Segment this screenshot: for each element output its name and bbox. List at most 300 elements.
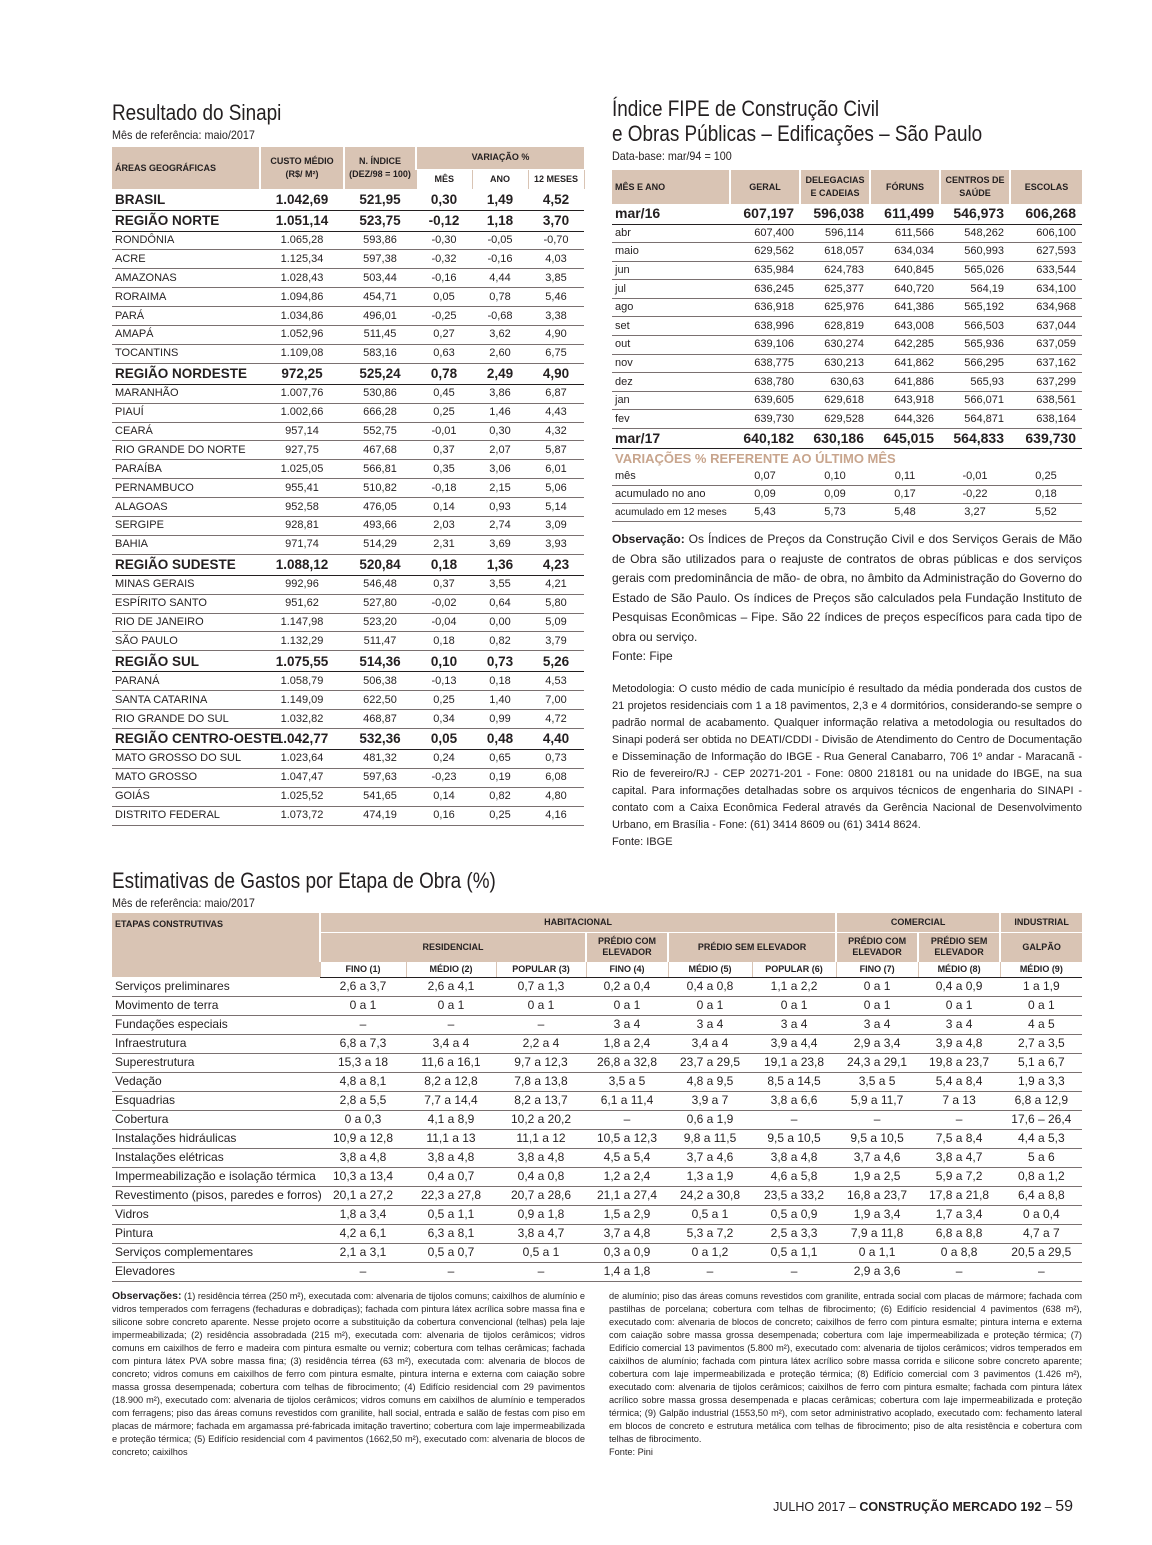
cell-value: 0,5 a 0,7: [406, 1243, 496, 1262]
table-row: [112, 806, 584, 825]
sinapi-section: [112, 100, 584, 826]
cell-custo: 1.025,52: [260, 787, 344, 806]
cell-value: 3,8 a 4,8: [752, 1148, 836, 1167]
cell-value: 565,936: [940, 336, 1010, 355]
cell-ano: 3,86: [472, 384, 528, 403]
cell-value: 639,605: [730, 391, 800, 410]
cell-custo: 1.125,34: [260, 250, 344, 269]
cell-value: 3,4 a 4: [406, 1034, 496, 1053]
cell-custo: 1.023,64: [260, 749, 344, 768]
cell-value: 15,3 a 18: [320, 1053, 406, 1072]
cell-m12: 4,72: [528, 710, 584, 729]
cell-etapa: Instalações hidráulicas: [112, 1129, 320, 1148]
cell-indice: 514,29: [344, 535, 416, 554]
cell-value: 5,9 a 7,2: [918, 1167, 1000, 1186]
cell-value: 4 a 5: [1000, 1015, 1082, 1034]
fipe-subtitle: Data-base: mar/94 = 100: [612, 149, 732, 163]
table-row: [112, 651, 584, 672]
cell-indice: 527,80: [344, 594, 416, 613]
sinapi-subtitle: Mês de referência: maio/2017: [112, 128, 255, 142]
cell-custo: 1.034,86: [260, 307, 344, 326]
table-row: [112, 1148, 1082, 1167]
cell-month: set: [612, 317, 730, 336]
cell-indice: 503,44: [344, 269, 416, 288]
table-row: [612, 468, 1082, 486]
cell-area: PARANÁ: [112, 672, 260, 691]
cell-value: 11,6 a 16,1: [406, 1053, 496, 1072]
cell-value: 0 a 1,2: [668, 1243, 752, 1262]
cell-m12: 4,32: [528, 422, 584, 441]
cell-indice: 541,65: [344, 787, 416, 806]
estimativas-table: [112, 913, 1082, 1282]
cell-ano: 0,25: [472, 806, 528, 825]
cell-etapa: Vidros: [112, 1205, 320, 1224]
cell-value: 6,8 a 8,8: [918, 1224, 1000, 1243]
cell-value: 0,8 a 1,2: [1000, 1167, 1082, 1186]
cell-value: 0 a 1: [320, 996, 406, 1015]
cell-value: 641,386: [870, 298, 940, 317]
cell-ano: 2,49: [472, 363, 528, 384]
cell-value: 3 a 4: [668, 1015, 752, 1034]
cell-value: 564,871: [940, 410, 1010, 429]
cell-value: 10,5 a 12,3: [586, 1129, 668, 1148]
header-industrial: INDUSTRIAL: [1000, 913, 1082, 932]
cell-value: 0,09: [730, 486, 800, 504]
cell-indice: 481,32: [344, 749, 416, 768]
cell-value: 6,4 a 8,8: [1000, 1186, 1082, 1205]
cell-value: 3,8 a 4,8: [320, 1148, 406, 1167]
cell-custo: 1.147,98: [260, 613, 344, 632]
cell-indice: 523,75: [344, 210, 416, 231]
cell-value: 2,1 a 3,1: [320, 1243, 406, 1262]
cell-value: 7,9 a 11,8: [836, 1224, 918, 1243]
cell-month: mar/17: [612, 429, 730, 449]
cell-mes: 0,14: [416, 787, 472, 806]
cell-value: 637,299: [1010, 373, 1082, 392]
metodologia-source: Fonte: IBGE: [612, 835, 673, 848]
cell-month: jan: [612, 391, 730, 410]
cell-mes: 0,63: [416, 344, 472, 363]
cell-value: 0 a 1: [496, 996, 586, 1015]
cell-value: 24,2 a 30,8: [668, 1186, 752, 1205]
cell-value: 635,984: [730, 261, 800, 280]
cell-value: 26,8 a 32,8: [586, 1053, 668, 1072]
cell-mes: -0,18: [416, 479, 472, 498]
cell-mes: -0,32: [416, 250, 472, 269]
cell-m12: 5,14: [528, 498, 584, 517]
cell-value: 630,186: [800, 429, 870, 449]
cell-value: 606,268: [1010, 204, 1082, 224]
cell-value: 9,5 a 10,5: [836, 1129, 918, 1148]
cell-area: SANTA CATARINA: [112, 691, 260, 710]
cell-m12: 4,90: [528, 325, 584, 344]
cell-value: 1,8 a 3,4: [320, 1205, 406, 1224]
cell-value: 607,197: [730, 204, 800, 224]
cell-value: 4,4 a 5,3: [1000, 1129, 1082, 1148]
table-row: [112, 363, 584, 384]
cell-month: jul: [612, 280, 730, 299]
table-row: [112, 710, 584, 729]
cell-area: RIO GRANDE DO NORTE: [112, 441, 260, 460]
cell-value: 638,775: [730, 354, 800, 373]
cell-ano: 1,40: [472, 691, 528, 710]
cell-value: 634,034: [870, 243, 940, 262]
table-row: [112, 632, 584, 651]
cell-area: GOIÁS: [112, 787, 260, 806]
cell-area: RORAIMA: [112, 288, 260, 307]
table-row: [112, 1186, 1082, 1205]
cell-value: 0 a 1: [586, 996, 668, 1015]
cell-m12: 4,21: [528, 575, 584, 594]
cell-value: 0,4 a 0,8: [668, 977, 752, 996]
cell-area: ACRE: [112, 250, 260, 269]
cell-ano: 0,30: [472, 422, 528, 441]
cell-mes: 0,10: [416, 651, 472, 672]
estimativas-section: [112, 868, 1082, 1459]
header-predio-com: PRÉDIO COM ELEVADOR: [586, 932, 668, 962]
cell-value: 3,8 a 4,8: [406, 1148, 496, 1167]
cell-custo: 952,58: [260, 498, 344, 517]
cell-value: 0,5 a 1,1: [752, 1243, 836, 1262]
table-row: [612, 280, 1082, 299]
cell-value: 0 a 0,3: [320, 1110, 406, 1129]
cell-value: 0,09: [800, 486, 870, 504]
cell-value: 630,274: [800, 336, 870, 355]
cell-ano: 2,60: [472, 344, 528, 363]
fipe-observacao: Observação: Os Índices de Preços da Construção Civil e dos Serviços Gerais de Mão de Obra são utilizados para o reajuste de contratos de obras públicas e dos serviços gerais com predominância de mão- de obra, no âmbito da Administração do Governo do Estado de São Paulo. Os índices de Preços são calculados pela Fundação Instituto de Pesquisas Econômicas – Fipe. São 22 índices de preços específicos para cada tipo de obra ou serviço.: [612, 532, 1082, 644]
cell-area: REGIÃO NORDESTE: [112, 363, 260, 384]
cell-ano: 1,18: [472, 210, 528, 231]
cell-value: 607,400: [730, 224, 800, 243]
cell-value: –: [320, 1262, 406, 1281]
table-row: [112, 403, 584, 422]
table-row: [112, 479, 584, 498]
cell-value: 0,2 a 0,4: [586, 977, 668, 996]
table-row: [112, 575, 584, 594]
cell-ano: 0,82: [472, 632, 528, 651]
cell-value: 611,499: [870, 204, 940, 224]
cell-value: 20,1 a 27,2: [320, 1186, 406, 1205]
table-row: [112, 231, 584, 250]
cell-mes: 0,18: [416, 554, 472, 575]
cell-ano: 3,06: [472, 460, 528, 479]
sinapi-table: [112, 147, 585, 826]
cell-m12: 6,87: [528, 384, 584, 403]
cell-indice: 597,38: [344, 250, 416, 269]
cell-custo: 1.088,12: [260, 554, 344, 575]
cell-ano: 2,74: [472, 516, 528, 535]
cell-value: 1,9 a 2,5: [836, 1167, 918, 1186]
cell-custo: 1.002,66: [260, 403, 344, 422]
table-row: [612, 224, 1082, 243]
cell-value: –: [752, 1110, 836, 1129]
table-row: [112, 269, 584, 288]
header-variacao: VARIAÇÃO %: [416, 147, 584, 169]
cell-value: 3,8 a 4,7: [918, 1148, 1000, 1167]
table-row: [112, 594, 584, 613]
cell-custo: 1.025,05: [260, 460, 344, 479]
cell-value: 566,503: [940, 317, 1010, 336]
cell-m12: 6,75: [528, 344, 584, 363]
cell-value: 0,5 a 1,1: [406, 1205, 496, 1224]
cell-indice: 593,86: [344, 231, 416, 250]
cell-mes: 2,31: [416, 535, 472, 554]
cell-mes: 0,25: [416, 691, 472, 710]
column-header: MÉDIO (2): [406, 962, 496, 977]
table-row: [112, 768, 584, 787]
cell-mes: 0,05: [416, 288, 472, 307]
table-row: [112, 1110, 1082, 1129]
cell-value: 0 a 1: [406, 996, 496, 1015]
cell-value: 5,9 a 11,7: [836, 1091, 918, 1110]
cell-m12: 4,90: [528, 363, 584, 384]
cell-ano: 0,82: [472, 787, 528, 806]
cell-ano: 0,64: [472, 594, 528, 613]
cell-custo: 1.065,28: [260, 231, 344, 250]
cell-etapa: Pintura: [112, 1224, 320, 1243]
cell-value: 6,1 a 11,4: [586, 1091, 668, 1110]
fipe-header-geral: GERAL: [730, 170, 800, 204]
cell-indice: 510,82: [344, 479, 416, 498]
cell-indice: 521,95: [344, 189, 416, 210]
header-ano: ANO: [472, 169, 528, 189]
cell-value: 5,43: [730, 504, 800, 522]
cell-value: –: [1000, 1262, 1082, 1281]
cell-mes: 0,16: [416, 806, 472, 825]
cell-m12: 5,46: [528, 288, 584, 307]
cell-m12: 3,09: [528, 516, 584, 535]
cell-value: 0,07: [730, 468, 800, 486]
cell-value: –: [836, 1110, 918, 1129]
cell-custo: 1.073,72: [260, 806, 344, 825]
cell-indice: 525,24: [344, 363, 416, 384]
cell-value: 21,1 a 27,4: [586, 1186, 668, 1205]
header-residencial: RESIDENCIAL: [320, 932, 586, 962]
table-row: [612, 410, 1082, 429]
cell-mes: 0,34: [416, 710, 472, 729]
cell-m12: 4,40: [528, 728, 584, 749]
header-mes: MÊS: [416, 169, 472, 189]
cell-ano: 0,73: [472, 651, 528, 672]
cell-value: 3,8 a 6,6: [752, 1091, 836, 1110]
cell-value: -0,01: [940, 468, 1010, 486]
column-header: MÉDIO (8): [918, 962, 1000, 977]
cell-area: PERNAMBUCO: [112, 479, 260, 498]
cell-etapa: Impermeabilização e isolação térmica: [112, 1167, 320, 1186]
cell-value: 5,52: [1010, 504, 1082, 522]
cell-value: 636,918: [730, 298, 800, 317]
table-row: [112, 498, 584, 517]
table-row: [112, 460, 584, 479]
cell-area: AMAZONAS: [112, 269, 260, 288]
table-row: [612, 373, 1082, 392]
table-row: [112, 1091, 1082, 1110]
cell-ano: 0,78: [472, 288, 528, 307]
cell-value: 546,973: [940, 204, 1010, 224]
cell-m12: -0,70: [528, 231, 584, 250]
sinapi-title: Resultado do Sinapi: [112, 100, 282, 125]
fipe-title-line2: e Obras Públicas – Edificações – São Paulo: [612, 121, 983, 146]
cell-value: 0,17: [870, 486, 940, 504]
cell-value: 625,377: [800, 280, 870, 299]
cell-value: 0,4 a 0,7: [406, 1167, 496, 1186]
cell-value: 0,7 a 1,3: [496, 977, 586, 996]
cell-indice: 493,66: [344, 516, 416, 535]
cell-custo: 928,81: [260, 516, 344, 535]
fipe-header-delegacias: DELEGACIAS E CADEIAS: [800, 170, 870, 204]
table-row: [112, 1224, 1082, 1243]
cell-area: REGIÃO SUL: [112, 651, 260, 672]
cell-m12: 3,93: [528, 535, 584, 554]
cell-custo: 1.132,29: [260, 632, 344, 651]
cell-custo: 1.075,55: [260, 651, 344, 672]
cell-indice: 523,20: [344, 613, 416, 632]
cell-value: 625,976: [800, 298, 870, 317]
cell-indice: 532,36: [344, 728, 416, 749]
table-row: [112, 613, 584, 632]
cell-area: BRASIL: [112, 189, 260, 210]
cell-indice: 476,05: [344, 498, 416, 517]
table-row: [112, 288, 584, 307]
cell-value: 644,326: [870, 410, 940, 429]
table-row: [112, 787, 584, 806]
cell-value: 0,3 a 0,9: [586, 1243, 668, 1262]
fipe-header-mes: MÊS E ANO: [612, 170, 730, 204]
cell-value: 3,7 a 4,6: [836, 1148, 918, 1167]
cell-value: 0 a 1: [836, 977, 918, 996]
cell-ano: 1,49: [472, 189, 528, 210]
cell-value: 643,008: [870, 317, 940, 336]
cell-indice: 454,71: [344, 288, 416, 307]
cell-value: 4,8 a 9,5: [668, 1072, 752, 1091]
cell-custo: 1.028,43: [260, 269, 344, 288]
cell-m12: 5,87: [528, 441, 584, 460]
cell-label: acumulado em 12 meses: [612, 504, 730, 522]
cell-value: 606,100: [1010, 224, 1082, 243]
cell-ano: 3,69: [472, 535, 528, 554]
cell-value: 2,9 a 3,6: [836, 1262, 918, 1281]
cell-value: 0 a 1,1: [836, 1243, 918, 1262]
table-row: [612, 317, 1082, 336]
cell-mes: 2,03: [416, 516, 472, 535]
cell-custo: 972,25: [260, 363, 344, 384]
cell-value: 3,8 a 4,7: [496, 1224, 586, 1243]
cell-mes: 0,30: [416, 189, 472, 210]
cell-value: 638,780: [730, 373, 800, 392]
cell-indice: 566,81: [344, 460, 416, 479]
cell-value: 1,5 a 2,9: [586, 1205, 668, 1224]
cell-value: –: [752, 1262, 836, 1281]
cell-value: 3,5 a 5: [586, 1072, 668, 1091]
cell-value: 641,886: [870, 373, 940, 392]
cell-value: 17,6 – 26,4: [1000, 1110, 1082, 1129]
cell-value: 641,862: [870, 354, 940, 373]
cell-custo: 1.051,14: [260, 210, 344, 231]
cell-m12: 6,01: [528, 460, 584, 479]
cell-indice: 514,36: [344, 651, 416, 672]
cell-value: 19,1 a 23,8: [752, 1053, 836, 1072]
cell-mes: 0,45: [416, 384, 472, 403]
cell-value: 10,9 a 12,8: [320, 1129, 406, 1148]
cell-area: REGIÃO CENTRO-OESTE: [112, 728, 260, 749]
cell-value: 1,9 a 3,3: [1000, 1072, 1082, 1091]
cell-month: out: [612, 336, 730, 355]
cell-indice: 666,28: [344, 403, 416, 422]
cell-etapa: Infraestrutura: [112, 1034, 320, 1053]
cell-value: 639,730: [730, 410, 800, 429]
fipe-title-line1: Índice FIPE de Construção Civil: [612, 96, 880, 121]
table-row: [112, 325, 584, 344]
cell-etapa: Elevadores: [112, 1262, 320, 1281]
cell-value: 2,6 a 3,7: [320, 977, 406, 996]
cell-value: –: [406, 1015, 496, 1034]
table-row: [112, 749, 584, 768]
table-row: [612, 298, 1082, 317]
cell-value: 639,730: [1010, 429, 1082, 449]
fipe-table: [612, 170, 1082, 522]
cell-value: 637,044: [1010, 317, 1082, 336]
cell-value: –: [586, 1110, 668, 1129]
cell-mes: -0,01: [416, 422, 472, 441]
table-row: [112, 728, 584, 749]
table-row: [112, 535, 584, 554]
cell-value: –: [406, 1262, 496, 1281]
estimativas-obs-left: Observações: (1) residência térrea (250 m²), executada com: alvenaria de tijolos comuns; caixilhos de alumínio e vidros temperados com ferragens (fechaduras e dobradiças); fachada com pintura látex acrílica sobre massa fina e silicone sobre concreto aparente. Nesse projeto ocorre a substituição da cobertura convencional (telhas) pela laje impermeabilizada; (2) residência assobradada (215 m²), executada com: alvenaria de tijolos cerâmicos; vidros comuns em caixilhos de ferro e madeira com pintura esmalte ou verniz; cobertura com telhas cerâmicas; fachada com pintura látex PVA sobre massa fina; (3) residência térrea (63 m²), executada com: alvenaria de blocos de concreto; vidros comuns em caixilhos de ferro com pintura esmalte, pintura interna e externa com caiação sobre massa grossa desempenada; cobertura com telhas de fibrocimento; (4) Edifício residencial com 29 pavimentos (18.900 m²), executado com: alvenaria de tijolos cerâmicos; vidros comuns em caixilhos de alumínio e temperados com ferragens; piso das áreas comuns revestidos com granilite, hall social, entrada e salão de festas com piso em placas de mármore; fachada em argamassa pré-fabricada imitação travertino; cobertura com laje impermeabilizada e proteção térmica; (5) Edifício residencial com 4 pavimentos (1662,50 m²), executado com: alvenaria de blocos de concreto; caixilhos: [112, 1289, 585, 1457]
cell-value: 0,10: [800, 468, 870, 486]
cell-value: –: [496, 1015, 586, 1034]
cell-custo: 1.032,82: [260, 710, 344, 729]
cell-indice: 467,68: [344, 441, 416, 460]
cell-mes: 0,78: [416, 363, 472, 384]
cell-mes: -0,23: [416, 768, 472, 787]
cell-value: 1,8 a 2,4: [586, 1034, 668, 1053]
cell-value: 3,9 a 4,8: [918, 1034, 1000, 1053]
cell-value: 3,27: [940, 504, 1010, 522]
cell-ano: 2,15: [472, 479, 528, 498]
cell-etapa: Movimento de terra: [112, 996, 320, 1015]
cell-ano: 0,48: [472, 728, 528, 749]
cell-value: 628,819: [800, 317, 870, 336]
cell-ano: 3,55: [472, 575, 528, 594]
cell-value: 634,968: [1010, 298, 1082, 317]
cell-value: 0 a 1: [668, 996, 752, 1015]
cell-value: 548,262: [940, 224, 1010, 243]
footer-magazine: CONSTRUÇÃO MERCADO 192: [859, 1500, 1042, 1514]
cell-value: 0 a 1: [752, 996, 836, 1015]
fipe-source: Fonte: Fipe: [612, 649, 673, 664]
cell-value: 8,2 a 13,7: [496, 1091, 586, 1110]
cell-area: REGIÃO NORTE: [112, 210, 260, 231]
cell-area: REGIÃO SUDESTE: [112, 554, 260, 575]
cell-value: 636,245: [730, 280, 800, 299]
cell-value: 7,8 a 13,8: [496, 1072, 586, 1091]
cell-area: PIAUÍ: [112, 403, 260, 422]
cell-m12: 4,53: [528, 672, 584, 691]
cell-m12: 3,70: [528, 210, 584, 231]
cell-area: TOCANTINS: [112, 344, 260, 363]
cell-ano: 1,46: [472, 403, 528, 422]
cell-value: 7 a 13: [918, 1091, 1000, 1110]
header-galpao: GALPÃO: [1000, 932, 1082, 962]
table-row: [112, 1167, 1082, 1186]
cell-area: MINAS GERAIS: [112, 575, 260, 594]
cell-value: 16,8 a 23,7: [836, 1186, 918, 1205]
cell-value: 1 a 1,9: [1000, 977, 1082, 996]
header-comercial: COMERCIAL: [836, 913, 1000, 932]
cell-mes: 0,24: [416, 749, 472, 768]
cell-m12: 0,73: [528, 749, 584, 768]
cell-area: PARAÍBA: [112, 460, 260, 479]
